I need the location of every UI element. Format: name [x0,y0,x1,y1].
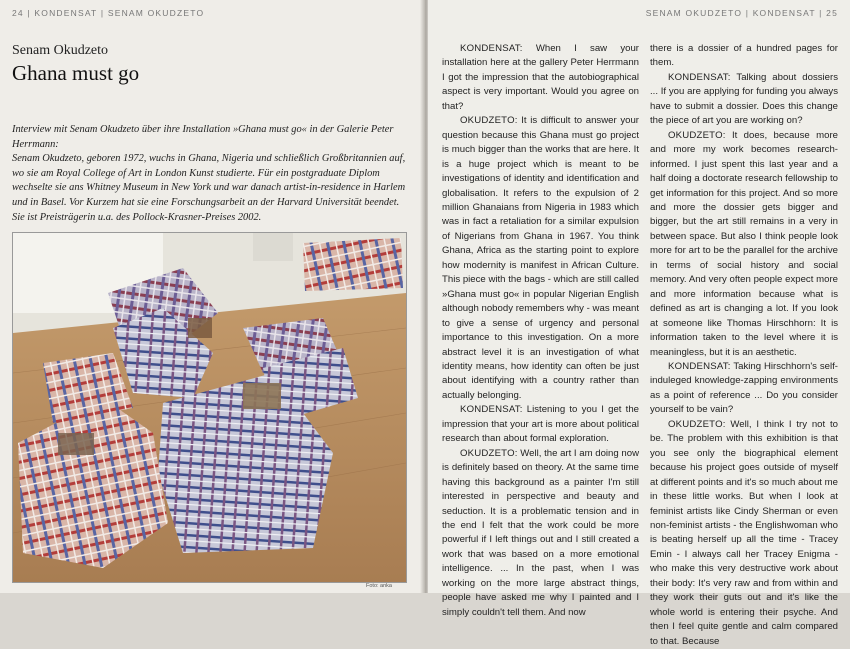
paragraph-text: Well, I think I try not to be. The problem with this exhibition is that you see only the biographical element because his project goes outside of myself at different points and it's so much about me in these little works. But when I look at feminist artists like Cindy Sherman or even non-feminist artists - the Englishwoman who is beating herself up all the time - Tracey Emin - I always call her Tracey Enigma - who make this very destructive work about their body: It's very raw and from within and they work their guts out and it's like the whole world is entering their psyche. And then I feel quite gentle and calm compared to that. Because [650,418,838,647]
paragraph-text: When I saw your installation here at the gallery Peter Herrmann I got the impression that the autobiographical aspect is very important. Would you agree on that? [442,43,639,112]
paragraph-text: Talking about dossiers ... If you are applying for funding you always have to submit a dossier. Does this change the piece of art you are working on? [650,71,838,127]
interview-paragraph [650,418,838,649]
running-head-right: SENAM OKUDZETO | KONDENSAT | 25 [645,8,838,18]
speaker-label: OKUDZETO: [460,447,518,459]
right-page [428,0,850,647]
paragraph-text: Taking Hirschhorn's self-induleged knowledge-zapping environments as a point of reference ... Do you consider yourself to be vain? [650,360,838,416]
running-head-left: 24 | KONDENSAT | SENAM OKUDZETO [12,8,205,18]
interview-column-1 [442,42,639,620]
speaker-label: KONDENSAT: [460,43,523,54]
left-page [0,0,424,593]
author-name: Senam Okudzeto [12,43,109,58]
paragraph-text: It does, because more and more my work becomes research-informed. I just spent this last year and a half doing a doctorate research fellowship to get information for this project. And so more and more the dossier gets bigger and bigger, but the art still remains in a very in between space. But also I think people look more for art to be the parallel for the archive in terms of social history and social memory. And very often people expect more and more information because what is defined as art is changing a lot. If you look at someone like Thomas Hirschhorn: It is information taken to the level where it is meaningless, but it is an aesthetic. [650,129,838,358]
speaker-label: KONDENSAT: [460,404,523,416]
continued-paragraph: there is a dossier of a hundred pages for them. [650,43,838,69]
paragraph-text: It is difficult to answer your question because this Ghana must go project is much bigger than the works that are here. It is a huge project which is meant to be investigations of identity and identification and globalisation. It refers to the expulsion of 2 million Ghanaians from Nigeria in 1983 which was in fact a retaliation for a similar expulsion of Nigerians from Ghana in 1967. You think Ghana, Africa as the starting point to explore how modernity is manifest in African Culture. This piece with the bags - which are still called »Ghana must go« in popular Nigerian English although nobody remembers why - was meant to give a sense of urgency and personal importance to this investigation. On a more abstract level it is an investigation of what identity means, how identity can often be just about identifying with a country rather than actually belonging. [442,115,639,401]
speaker-label: OKUDZETO: [460,115,518,127]
paragraph-text: Well, the art I am doing now is definitely based on theory. At the same time having this background as a painter I'm still interested in perspective and beauty and seduction. It is a problematic tension and in the end I felt that the work could be more powerful if I left things out and I still created a work that was based on a more emotional intelligence. ... In the past, when I was working on the more large abstract things, people have asked me why I painted and I simply couldn't tell them. And now [442,447,639,618]
interview-paragraph [442,447,639,620]
interview-paragraph [650,129,838,360]
speaker-label: OKUDZETO: [668,418,726,430]
interview-paragraph [650,360,838,418]
speaker-label: OKUDZETO: [668,129,726,141]
speaker-label: KONDENSAT: [668,360,731,372]
interview-paragraph [442,114,639,403]
intro-bio: Senam Okudzeto, geboren 1972, wuchs in Ghana, Nigeria und schließlich Großbritannien auf, wo sie am Royal College of Art in London Kunst studierte. Für ein postgraduate Diplom wechselte sie ans Whitney Museum in New York und war danach artist-in-residence in Harlem und in Basel. Vor Kurzem hat sie eine Forschungsarbeit an der Harvard Universität beendet. Sie ist Preisträgerin u.a. des Pollock-Krasner-Preises 2002. [12,153,406,223]
article-intro [12,123,410,225]
interview-paragraph [442,403,639,446]
interview-paragraph [442,42,639,114]
intro-lead: Interview mit Senam Okudzeto über ihre Installation »Ghana must go« in der Galerie Peter Herrmann: [12,124,394,150]
speaker-label: KONDENSAT: [668,71,731,83]
interview-column-2 [650,42,838,649]
paragraph-text: Listening to you I get the impression that your art is more about political research than about formal exploration. [442,404,639,445]
article-title: Ghana must go [12,61,140,85]
interview-paragraph [650,71,838,129]
photo-credit: Foto: anka [366,583,392,589]
installation-photo [12,232,407,583]
